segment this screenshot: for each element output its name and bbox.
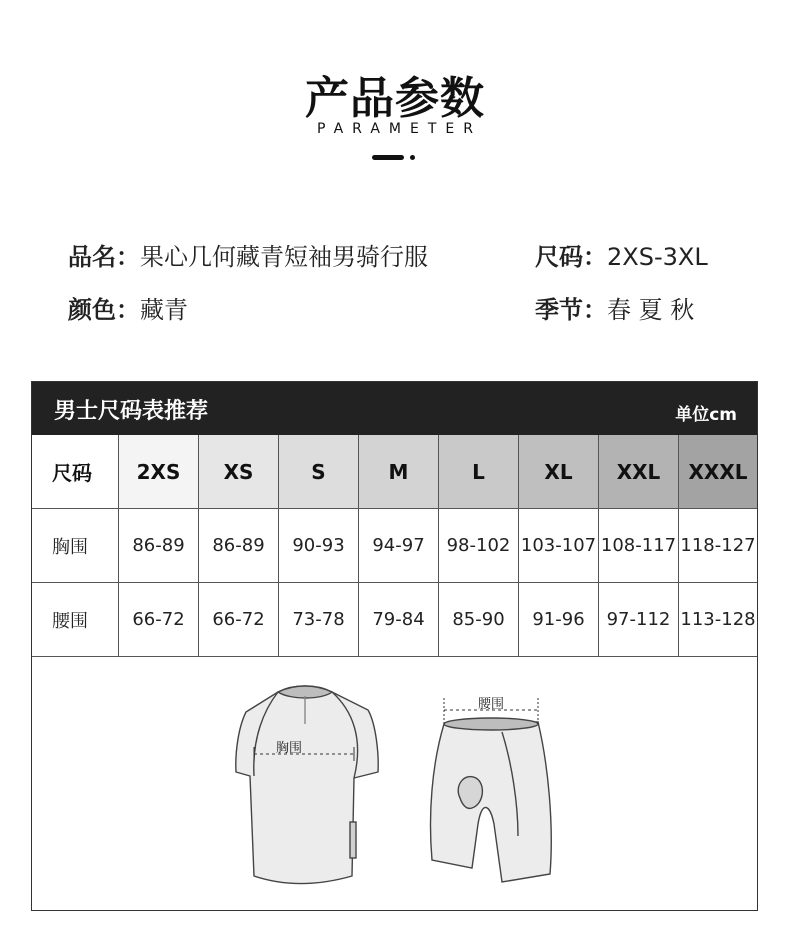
product-size-label: 尺码：	[535, 243, 607, 271]
chest-cell: 118-127	[678, 509, 757, 582]
chest-tag: 胸围	[276, 741, 303, 756]
shorts-chamois	[458, 777, 482, 809]
product-season-label: 季节：	[535, 296, 607, 324]
chest-cell: 108-117	[598, 509, 678, 582]
product-color-value: 藏青	[140, 296, 188, 324]
chest-cell: 86-89	[198, 509, 278, 582]
size-cell: S	[278, 435, 358, 508]
waist-cell: 66-72	[198, 583, 278, 656]
product-season-value: 春 夏 秋	[607, 296, 695, 324]
waist-cell: 85-90	[438, 583, 518, 656]
chest-row	[32, 509, 757, 583]
size-chart-title: 男士尺码表推荐	[54, 399, 209, 424]
size-chart	[31, 381, 758, 911]
size-chart-header	[32, 382, 757, 435]
waist-cell: 73-78	[278, 583, 358, 656]
chest-row-label: 胸围	[52, 536, 88, 558]
size-cell: L	[438, 435, 518, 508]
chest-cell: 90-93	[278, 509, 358, 582]
waist-cell: 66-72	[118, 583, 198, 656]
measurement-illustration	[32, 654, 757, 910]
size-cell: 2XS	[118, 435, 198, 508]
waist-cell: 97-112	[598, 583, 678, 656]
product-name-value: 果心几何藏青短袖男骑行服	[140, 243, 428, 271]
jersey-pocket	[350, 822, 356, 858]
product-season	[535, 290, 694, 325]
size-cell: XXXL	[678, 435, 757, 508]
divider-dot	[410, 155, 415, 160]
waist-cell: 91-96	[518, 583, 598, 656]
size-cell: XS	[198, 435, 278, 508]
shorts-illustration	[431, 718, 552, 882]
shorts-waistband	[444, 718, 538, 730]
page-title: 产品参数	[305, 73, 485, 124]
size-row-label: 尺码	[52, 461, 92, 485]
jersey-illustration	[236, 686, 378, 884]
product-size-value: 2XS-3XL	[607, 243, 708, 271]
page-subtitle: PARAMETER	[317, 121, 482, 137]
product-color-label: 颜色：	[68, 296, 140, 324]
divider-bar	[372, 155, 404, 160]
chest-cell: 98-102	[438, 509, 518, 582]
waist-row	[32, 583, 757, 657]
waist-cell: 113-128	[678, 583, 757, 656]
product-name-label: 品名：	[68, 243, 140, 271]
chest-cell: 86-89	[118, 509, 198, 582]
shorts-body	[431, 722, 552, 882]
chest-cell: 94-97	[358, 509, 438, 582]
size-row	[32, 435, 757, 509]
waist-tag: 腰围	[478, 697, 505, 712]
size-chart-unit: 单位cm	[675, 405, 737, 425]
chest-cell: 103-107	[518, 509, 598, 582]
product-name	[68, 237, 428, 272]
waist-row-label: 腰围	[52, 610, 88, 632]
waist-cell: 79-84	[358, 583, 438, 656]
size-cell: XXL	[598, 435, 678, 508]
garment-drawing	[32, 654, 757, 910]
jersey-body	[236, 686, 378, 884]
size-cell: M	[358, 435, 438, 508]
size-cell: XL	[518, 435, 598, 508]
product-size	[535, 237, 708, 272]
product-color	[68, 290, 188, 325]
